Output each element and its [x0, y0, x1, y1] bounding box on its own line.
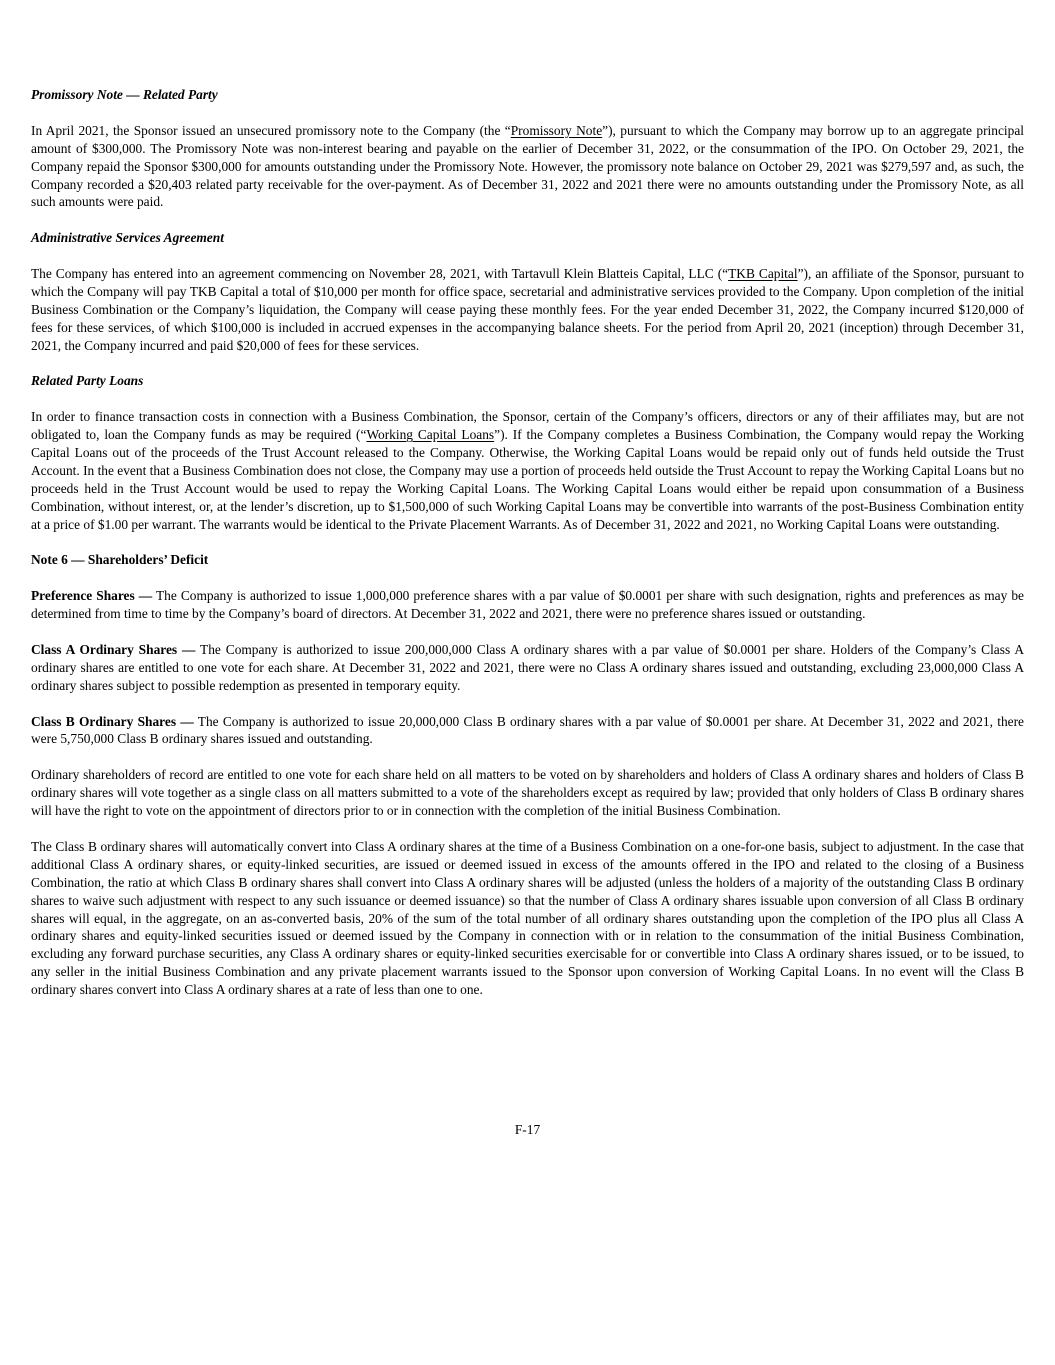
promissory-note-defined-term: Promissory Note [510, 122, 603, 138]
preference-shares-lead: Preference Shares — [31, 588, 153, 604]
class-a-shares-paragraph: Class A Ordinary Shares — The Company is authorized to issue 200,000,000 Class A ordinary shares with a par value of $0.0001 per share. Holders of the Company’s Class A ordinary shares are entitled to one vote for each share. At December 31, 2022 and 2021, there were no Class A ordinary shares issued and outstanding, excluding 23,000,000 Class A ordinary shares subject to possible redemption as presented in temporary equity. [31, 641, 1024, 693]
related-party-loans-paragraph: In order to finance transaction costs in connection with a Business Combination, the Sponsor, certain of the Company’s officers, directors or any of their affiliates may, but are not obligated to, loan the Company funds as may be required (“Working Capital Loans”). If the Company completes a Business Combination, the Company would repay the Working Capital Loans out of the proceeds of the Trust Account released to the Company. Otherwise, the Working Capital Loans would be repaid only out of funds held outside the Trust Account. In the event that a Business Combination does not close, the Company may use a portion of proceeds held outside the Trust Account to repay the Working Capital Loans but no proceeds held in the Trust Account would be used to repay the Working Capital Loans. The Working Capital Loans would either be repaid upon consummation of a Business Combination, without interest, or, at the lender’s discretion, up to $1,500,000 of such Working Capital Loans may be convertible into warrants of the post-Business Combination entity at a price of $1.00 per warrant. The warrants would be identical to the Private Placement Warrants. As of December 31, 2022 and 2021, no Working Capital Loans were outstanding. [31, 409, 1024, 532]
page-number: F-17 [514, 1122, 541, 1137]
document-body [31, 86, 1024, 1017]
admin-services-heading: Administrative Services Agreement [31, 230, 224, 246]
voting-rights-paragraph: Ordinary shareholders of record are entitled to one vote for each share held on all matters to be voted on by shareholders and holders of Class A ordinary shares and holders of Class B ordinary shares will vote together as a single class on all matters submitted to a vote of the shareholders except as required by law; provided that only holders of Class B ordinary shares will have the right to vote on the appointment of directors prior to or in connection with the completion of the initial Business Combination. [31, 767, 1024, 819]
class-b-shares-paragraph: Class B Ordinary Shares — The Company is authorized to issue 20,000,000 Class B ordinary shares with a par value of $0.0001 per share. At December 31, 2022 and 2021, there were 5,750,000 Class B ordinary shares issued and outstanding. [31, 713, 1024, 747]
class-b-shares-lead: Class B Ordinary Shares — [31, 713, 194, 729]
conversion-paragraph: The Class B ordinary shares will automatically convert into Class A ordinary shares at the time of a Business Combination on a one-for-one basis, subject to adjustment. In the case that additional Class A ordinary shares, or equity-linked securities, are issued or deemed issued in excess of the amounts offered in the IPO and related to the closing of a Business Combination, the ratio at which Class B ordinary shares shall convert into Class A ordinary shares will be adjusted (unless the holders of a majority of the outstanding Class B ordinary shares to waive such adjustment with respect to any such issuance or deemed issuance) so that the number of Class A ordinary shares issuable upon conversion of all Class B ordinary shares will equal, in the aggregate, on an as-converted basis, 20% of the sum of the total number of all ordinary shares outstanding upon the completion of the IPO plus all Class A ordinary shares and equity-linked securities issued or deemed issued by the Company in connection with or in relation to the consummation of the initial Business Combination, excluding any forward purchase securities, any Class A ordinary shares or equity-linked securities exercisable for or convertible into Class A ordinary shares issued, or to be issued, to any seller in the initial Business Combination and any private placement warrants issued to the Sponsor upon conversion of Working Capital Loans. In no event will the Class B ordinary shares convert into Class A ordinary shares at a rate of less than one to one. [31, 838, 1024, 998]
admin-services-paragraph: The Company has entered into an agreement commencing on November 28, 2021, with Tartavull Klein Blatteis Capital, LLC (“TKB Capital”), an affiliate of the Sponsor, pursuant to which the Company will pay TKB Capital a total of $10,000 per month for office space, secretarial and administrative services provided to the Company. Upon completion of the initial Business Combination or the Company’s liquidation, the Company will cease paying these monthly fees. For the year ended December 31, 2022, the Company incurred $120,000 of fees for these services, of which $100,000 is included in accrued expenses in the accompanying balance sheets. For the period from April 20, 2021 (inception) through December 31, 2021, the Company incurred and paid $20,000 of fees for these services. [31, 266, 1025, 353]
preference-shares-paragraph: Preference Shares — The Company is authorized to issue 1,000,000 preference shares with a par value of $0.0001 per share with such designation, rights and preferences as may be determined from time to time by the Company’s board of directors. At December 31, 2022 and 2021, there were no preference shares issued or outstanding. [31, 588, 1024, 622]
promissory-note-heading: Promissory Note — Related Party [31, 87, 218, 102]
note-6-heading: Note 6 — Shareholders’ Deficit [31, 552, 209, 568]
tkb-capital-defined-term: TKB Capital [728, 266, 798, 282]
working-capital-loans-defined-term: Working Capital Loans [366, 427, 495, 443]
class-a-shares-lead: Class A Ordinary Shares — [31, 641, 196, 657]
related-party-loans-heading: Related Party Loans [31, 373, 144, 389]
promissory-note-paragraph: In April 2021, the Sponsor issued an unsecured promissory note to the Company (the “Promissory Note”), pursuant to which the Company may borrow up to an aggregate principal amount of $300,000. The Promissory Note was non-interest bearing and payable on the earlier of December 31, 2022, or the consummation of the IPO. On October 29, 2021, the Company repaid the Sponsor $300,000 for amounts outstanding under the Promissory Note. However, the promissory note balance on October 29, 2021 was $279,597 and, as such, the Company recorded a $20,403 related party receivable for the over-payment. As of December 31, 2022 and 2021 there were no amounts outstanding under the Promissory Note, as all such amounts were paid. [31, 122, 1024, 210]
